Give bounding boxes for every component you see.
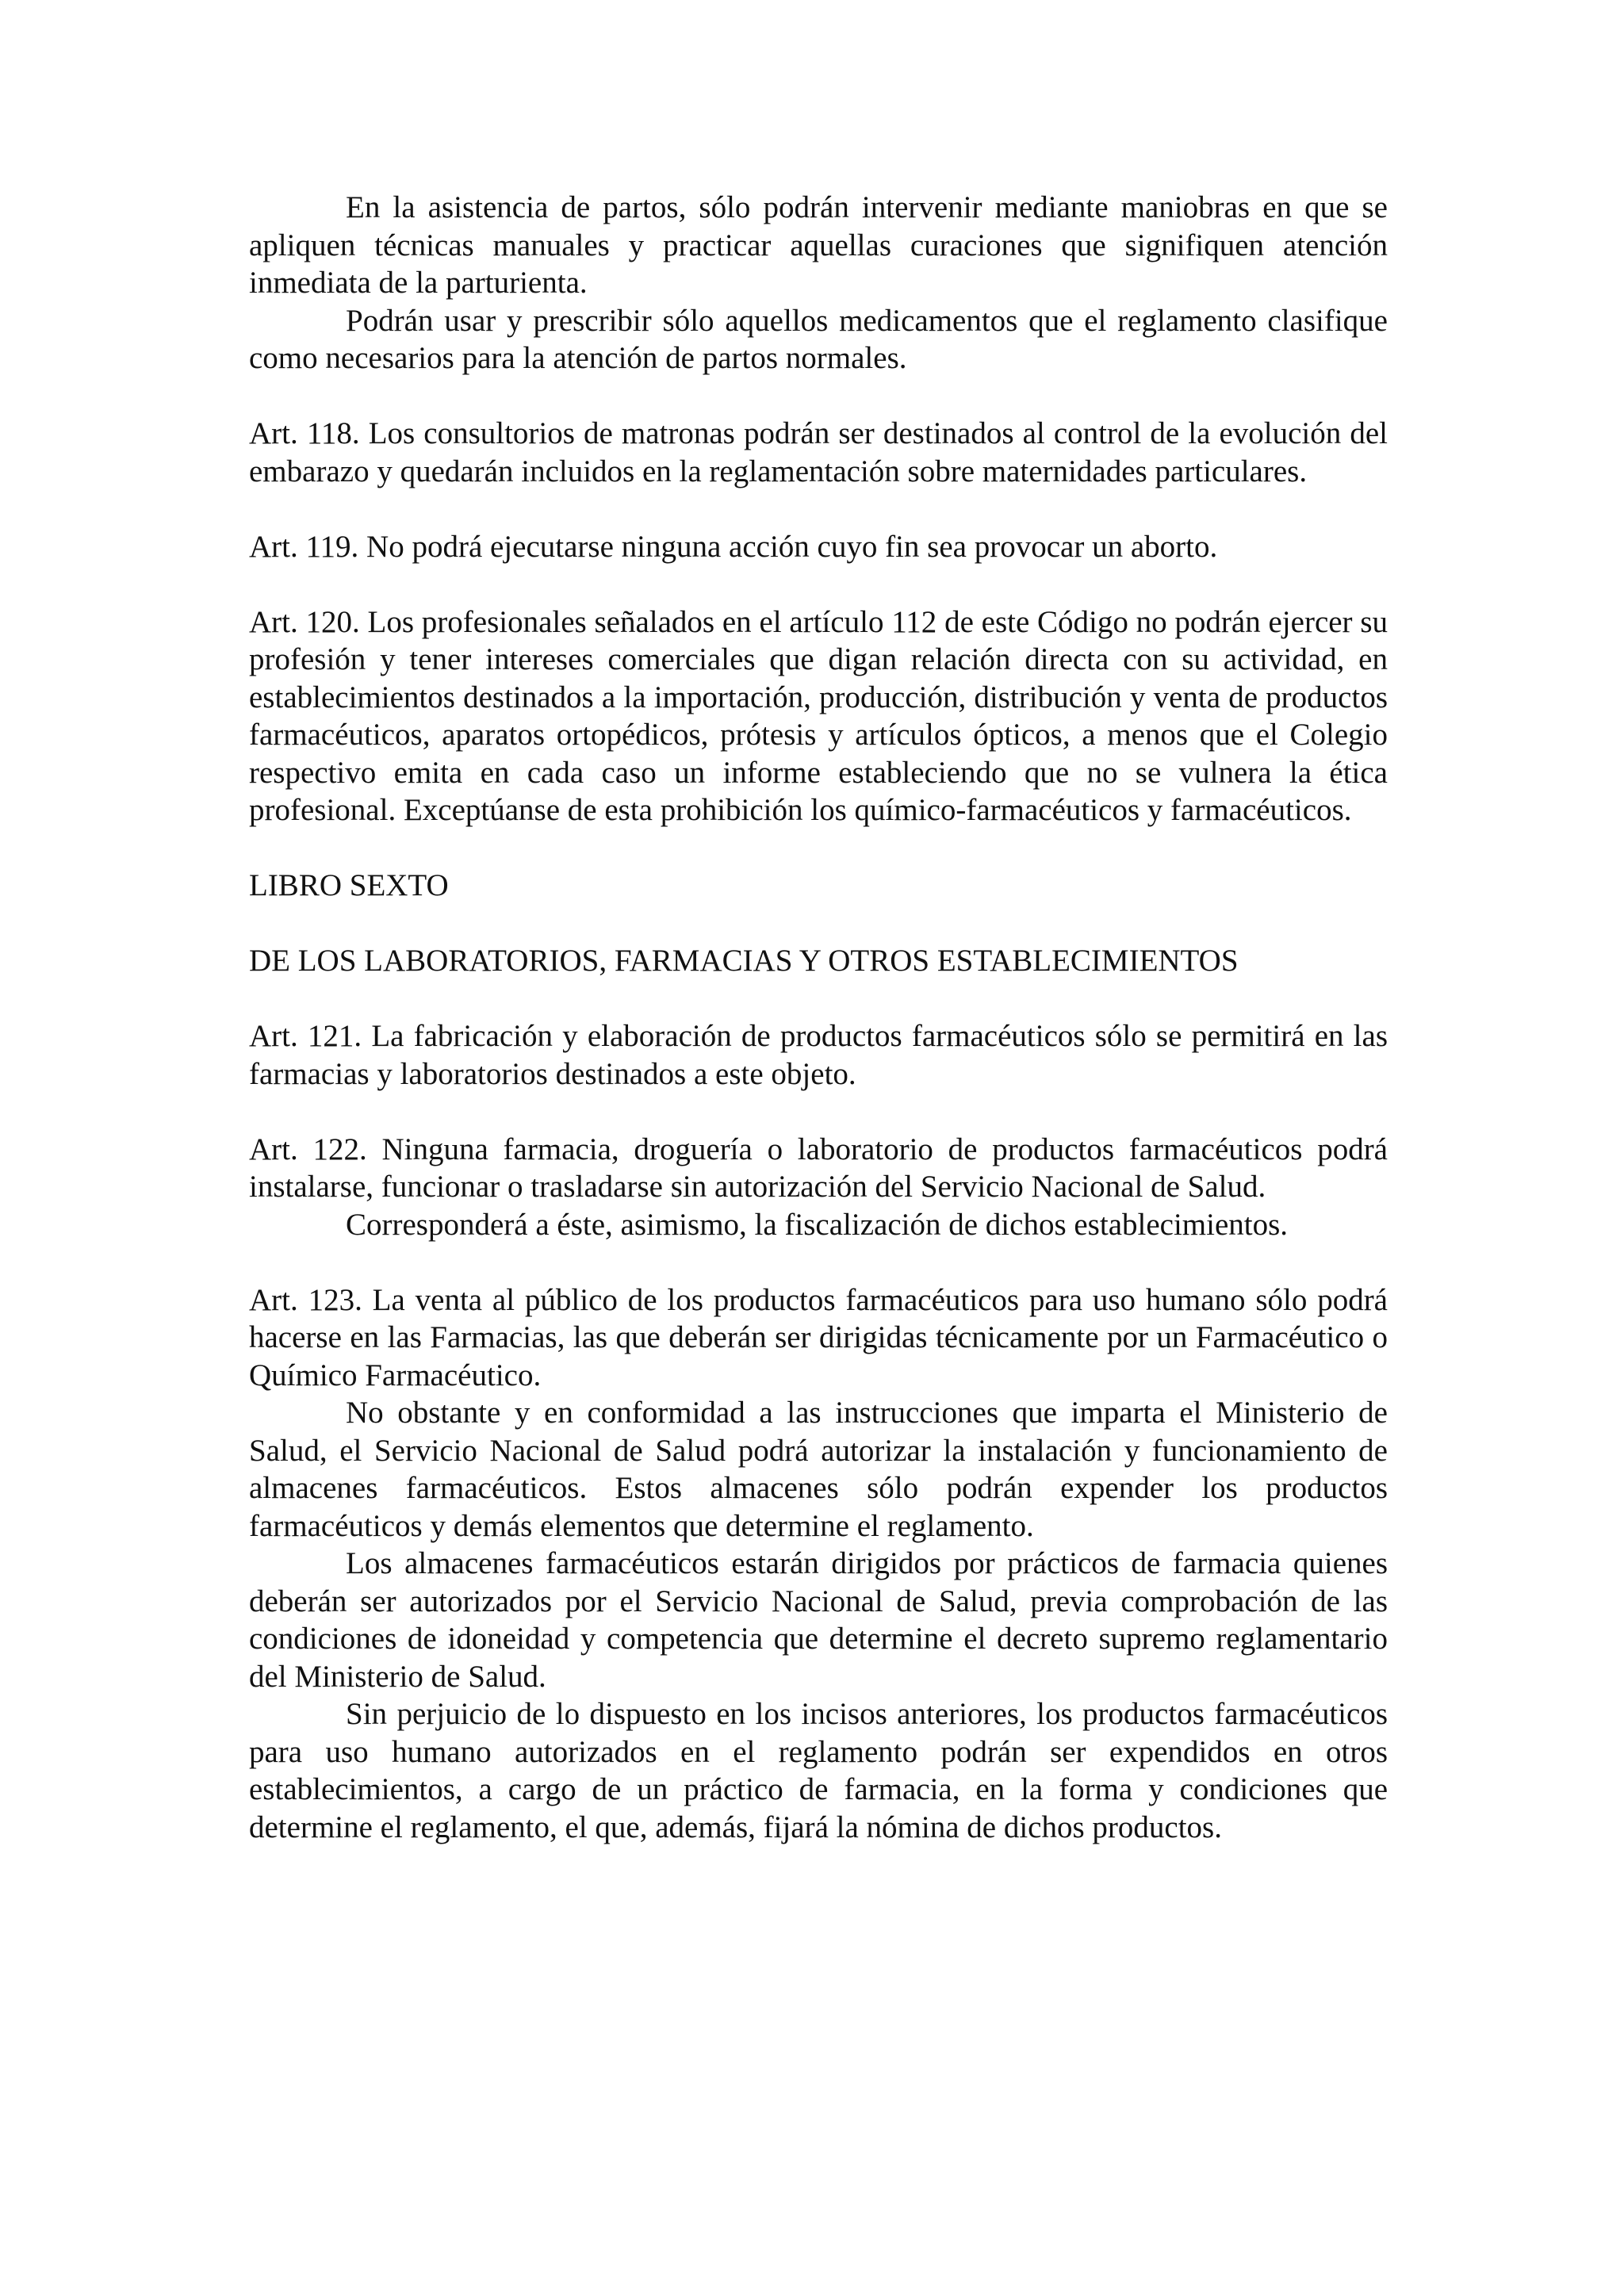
document-body — [249, 189, 1388, 1846]
paragraph-medicamentos: Podrán usar y prescribir sólo aquellos medicamentos que el reglamento clasifique como necesarios para la atención de partos normales. — [249, 303, 1388, 375]
article-119: Art. 119. No podrá ejecutarse ninguna acción cuyo fin sea provocar un aborto. — [249, 529, 1218, 564]
article-123-paragraph-3: Los almacenes farmacéuticos estarán dirigidos por prácticos de farmacia quienes deberán ser autorizados por el Servicio Nacional de Salud, previa comprobación de las condiciones de idoneidad y competencia que determine el decreto supremo reglamentario del Ministerio de Salud. — [249, 1546, 1388, 1694]
article-120: Art. 120. Los profesionales señalados en el artículo 112 de este Código no podrán ejercer su profesión y tener intereses comerciales que digan relación directa con su actividad, en establecimientos destinados a la importación, producción, distribución y venta de productos farmacéuticos, aparatos ortopédicos, prótesis y artículos ópticos, a menos que el Colegio respectivo emita en cada caso un informe estableciendo que no se vulnera la ética profesional. Exceptúanse de esta prohibición los químico-farmacéuticos y farmacéuticos. — [249, 604, 1388, 827]
book-heading: LIBRO SEXTO — [249, 868, 449, 902]
article-121: Art. 121. La fabricación y elaboración de productos farmacéuticos sólo se permitirá en las farmacias y laboratorios destinados a este objeto. — [249, 1019, 1388, 1091]
section-heading: DE LOS LABORATORIOS, FARMACIAS Y OTROS ESTABLECIMIENTOS — [249, 944, 1239, 978]
article-118: Art. 118. Los consultorios de matronas podrán ser destinados al control de la evolución del embarazo y quedarán incluidos en la reglamentación sobre maternidades particulares. — [249, 416, 1388, 488]
paragraph-partos: En la asistencia de partos, sólo podrán intervenir mediante maniobras en que se apliquen técnicas manuales y practicar aquellas curaciones que signifiquen atención inmediata de la parturienta. — [249, 190, 1388, 300]
article-123-paragraph-2: No obstante y en conformidad a las instrucciones que imparta el Ministerio de Salud, el Servicio Nacional de Salud podrá autorizar la instalación y funcionamiento de almacenes farmacéuticos. Estos almacenes sólo podrán expender los productos farmacéuticos y demás elementos que determine el reglamento. — [249, 1396, 1388, 1543]
article-122-paragraph-2: Corresponderá a éste, asimismo, la fiscalización de dichos establecimientos. — [346, 1207, 1289, 1242]
article-123-paragraph-4: Sin perjuicio de lo dispuesto en los incisos anteriores, los productos farmacéuticos para uso humano autorizados en el reglamento podrán ser expendidos en otros establecimientos, a cargo de un práctico de farmacia, en la forma y condiciones que determine el reglamento, el que, además, fijará la nómina de dichos productos. — [249, 1697, 1388, 1844]
article-122: Art. 122. Ninguna farmacia, droguería o laboratorio de productos farmacéuticos podrá instalarse, funcionar o trasladarse sin autorización del Servicio Nacional de Salud. — [249, 1132, 1388, 1204]
article-123: Art. 123. La venta al público de los productos farmacéuticos para uso humano sólo podrá hacerse en las Farmacias, las que deberán ser dirigidas técnicamente por un Farmacéutico o Químico Farmacéutico. — [249, 1282, 1388, 1392]
